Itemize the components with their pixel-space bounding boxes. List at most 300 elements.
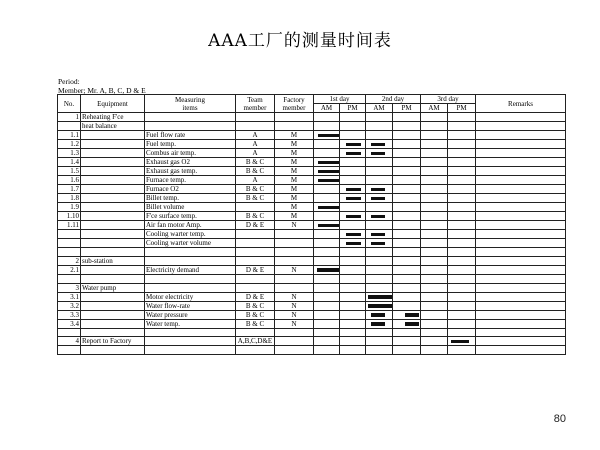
row-slot	[421, 113, 448, 122]
row-slot	[421, 346, 448, 355]
row-team: B & C	[236, 212, 275, 221]
row-team	[236, 203, 275, 212]
page-title: AAA工厂的测量时间表	[208, 31, 392, 51]
header-equipment: Equipment	[81, 95, 145, 113]
row-slot	[340, 167, 366, 176]
row-remarks	[476, 212, 566, 221]
schedule-bar	[405, 322, 419, 326]
row-item: Furnace temp.	[145, 176, 236, 185]
row-slot	[448, 301, 476, 310]
row-no	[58, 122, 81, 131]
row-equipment	[81, 131, 145, 140]
header-team: Team	[247, 95, 263, 104]
row-slot	[340, 158, 366, 167]
row-team: B & C	[236, 319, 275, 328]
header-measuring: Measuring	[175, 95, 205, 104]
row-slot	[393, 167, 421, 176]
row-slot	[448, 256, 476, 265]
row-slot	[314, 203, 340, 212]
row-team	[236, 230, 275, 239]
row-remarks	[476, 292, 566, 301]
row-equipment: Water pump	[81, 283, 145, 292]
row-team: A	[236, 176, 275, 185]
row-remarks	[476, 239, 566, 248]
header-day1-am: AM	[314, 104, 340, 113]
row-slot	[314, 131, 340, 140]
schedule-bar	[371, 313, 385, 317]
row-team: A,B,C,D&E	[236, 337, 275, 346]
row-no: 3.3	[58, 310, 81, 319]
table-row	[58, 131, 566, 140]
row-no: 3	[58, 283, 81, 292]
row-item: Fuel temp.	[145, 140, 236, 149]
row-factory: N	[275, 301, 314, 310]
row-no: 4	[58, 337, 81, 346]
row-slot	[366, 194, 393, 203]
row-item	[145, 248, 236, 257]
table-row	[58, 319, 566, 328]
row-slot	[393, 283, 421, 292]
row-remarks	[476, 131, 566, 140]
header-factory-member-label: member	[282, 103, 306, 112]
schedule-bar	[346, 233, 361, 237]
row-slot	[421, 239, 448, 248]
row-factory	[275, 113, 314, 122]
row-slot	[448, 158, 476, 167]
row-no: 3.4	[58, 319, 81, 328]
row-slot	[393, 113, 421, 122]
row-slot	[421, 122, 448, 131]
row-slot	[393, 256, 421, 265]
row-slot	[393, 122, 421, 131]
row-remarks	[476, 203, 566, 212]
row-slot	[448, 283, 476, 292]
row-item: Water pressure	[145, 310, 236, 319]
row-slot	[340, 113, 366, 122]
schedule-bar	[346, 242, 361, 246]
table-row	[58, 265, 566, 274]
row-slot	[314, 337, 340, 346]
row-slot	[340, 131, 366, 140]
row-factory: M	[275, 149, 314, 158]
table-row	[58, 301, 566, 310]
row-factory: N	[275, 319, 314, 328]
row-remarks	[476, 328, 566, 337]
header-day1: 1st day	[314, 95, 366, 104]
table-row	[58, 310, 566, 319]
row-slot	[421, 194, 448, 203]
header-day2: 2nd day	[366, 95, 421, 104]
row-slot	[393, 328, 421, 337]
row-team: B & C	[236, 158, 275, 167]
row-team	[236, 239, 275, 248]
row-remarks	[476, 301, 566, 310]
row-no: 1.6	[58, 176, 81, 185]
row-factory	[275, 122, 314, 131]
row-slot	[393, 176, 421, 185]
row-equipment	[81, 239, 145, 248]
row-slot	[314, 301, 340, 310]
row-slot	[421, 131, 448, 140]
row-slot	[366, 265, 393, 274]
row-remarks	[476, 346, 566, 355]
schedule-bar	[346, 188, 361, 192]
row-remarks	[476, 122, 566, 131]
row-slot	[393, 239, 421, 248]
row-slot	[314, 328, 340, 337]
row-slot	[366, 149, 393, 158]
row-slot	[366, 239, 393, 248]
header-items: items	[182, 103, 198, 112]
row-team	[236, 122, 275, 131]
row-slot	[366, 167, 393, 176]
row-slot	[448, 131, 476, 140]
table-row	[58, 167, 566, 176]
row-no: 1.11	[58, 221, 81, 230]
row-equipment	[81, 176, 145, 185]
row-item: Exhaust gas temp.	[145, 167, 236, 176]
row-slot	[421, 265, 448, 274]
row-equipment: Reheating F'ce	[81, 113, 145, 122]
row-slot	[314, 230, 340, 239]
row-slot	[421, 230, 448, 239]
row-equipment	[81, 346, 145, 355]
row-slot	[393, 185, 421, 194]
row-factory: M	[275, 185, 314, 194]
row-item: Motor electricity	[145, 292, 236, 301]
row-factory	[275, 346, 314, 355]
row-remarks	[476, 283, 566, 292]
row-item: Water flow-rate	[145, 301, 236, 310]
row-remarks	[476, 176, 566, 185]
row-slot	[314, 194, 340, 203]
row-slot	[421, 337, 448, 346]
row-slot	[314, 221, 340, 230]
row-slot	[314, 265, 340, 274]
row-slot	[448, 167, 476, 176]
row-slot	[421, 274, 448, 283]
row-slot	[314, 140, 340, 149]
schedule-bar	[318, 224, 340, 228]
row-slot	[448, 140, 476, 149]
row-item	[145, 283, 236, 292]
row-slot	[448, 292, 476, 301]
schedule-bar	[317, 268, 340, 272]
row-slot	[340, 265, 366, 274]
row-item: Air fan motor Amp.	[145, 221, 236, 230]
row-slot	[314, 248, 340, 257]
header-day1-pm: PM	[340, 104, 366, 113]
row-slot	[340, 203, 366, 212]
table-row	[58, 346, 566, 355]
row-equipment	[81, 203, 145, 212]
row-slot	[421, 185, 448, 194]
row-slot	[340, 256, 366, 265]
header-no: No.	[58, 95, 81, 113]
row-slot	[340, 239, 366, 248]
row-slot	[366, 185, 393, 194]
row-slot	[366, 283, 393, 292]
schedule-bar	[368, 304, 393, 308]
row-slot	[393, 319, 421, 328]
row-slot	[340, 149, 366, 158]
header-remarks: Remarks	[476, 95, 566, 113]
row-factory: N	[275, 310, 314, 319]
row-slot	[393, 337, 421, 346]
row-team: A	[236, 131, 275, 140]
row-equipment	[81, 274, 145, 283]
row-remarks	[476, 230, 566, 239]
row-team: B & C	[236, 167, 275, 176]
row-slot	[314, 239, 340, 248]
row-slot	[366, 176, 393, 185]
row-slot	[366, 212, 393, 221]
row-slot	[448, 113, 476, 122]
row-no: 1.9	[58, 203, 81, 212]
row-slot	[421, 149, 448, 158]
schedule-bar	[371, 197, 385, 201]
schedule-bar	[346, 197, 361, 201]
table-row	[58, 248, 566, 257]
row-slot	[366, 158, 393, 167]
row-slot	[340, 212, 366, 221]
row-equipment	[81, 230, 145, 239]
row-remarks	[476, 319, 566, 328]
header-day3-pm: PM	[448, 104, 476, 113]
row-remarks	[476, 310, 566, 319]
table-row	[58, 176, 566, 185]
row-slot	[448, 176, 476, 185]
header-factory: Factory	[283, 95, 305, 104]
row-slot	[448, 319, 476, 328]
row-factory: N	[275, 221, 314, 230]
row-slot	[421, 301, 448, 310]
schedule-bar	[346, 152, 361, 156]
row-no: 1.5	[58, 167, 81, 176]
row-no	[58, 239, 81, 248]
row-item: Water temp.	[145, 319, 236, 328]
row-slot	[448, 212, 476, 221]
row-slot	[393, 248, 421, 257]
row-slot	[421, 328, 448, 337]
header-factory-member	[275, 95, 314, 113]
table-row	[58, 140, 566, 149]
row-slot	[340, 274, 366, 283]
row-item	[145, 328, 236, 337]
row-no: 3.2	[58, 301, 81, 310]
row-no: 3.1	[58, 292, 81, 301]
row-slot	[366, 310, 393, 319]
row-slot	[448, 328, 476, 337]
row-slot	[448, 203, 476, 212]
row-no	[58, 230, 81, 239]
row-team: B & C	[236, 310, 275, 319]
row-slot	[314, 185, 340, 194]
row-slot	[366, 328, 393, 337]
row-item: F'ce surface temp.	[145, 212, 236, 221]
row-item	[145, 346, 236, 355]
table-row	[58, 239, 566, 248]
row-slot	[393, 346, 421, 355]
row-equipment: sub-station	[81, 256, 145, 265]
row-item: Fuel flow rate	[145, 131, 236, 140]
row-slot	[421, 319, 448, 328]
row-slot	[314, 167, 340, 176]
row-slot	[366, 346, 393, 355]
row-equipment: Report to Factory	[81, 337, 145, 346]
schedule-bar	[451, 340, 469, 344]
schedule-bar	[318, 170, 340, 174]
row-slot	[366, 230, 393, 239]
row-team: A	[236, 149, 275, 158]
row-slot	[340, 185, 366, 194]
row-slot	[448, 248, 476, 257]
row-slot	[314, 346, 340, 355]
table-row	[58, 158, 566, 167]
row-slot	[393, 131, 421, 140]
row-slot	[314, 319, 340, 328]
header-row-1	[58, 95, 566, 104]
period-label: Period:	[58, 77, 80, 86]
row-no: 1.7	[58, 185, 81, 194]
row-slot	[340, 328, 366, 337]
member-label: Member; Mr. A, B, C, D & E	[58, 86, 146, 95]
table-row	[58, 328, 566, 337]
row-remarks	[476, 158, 566, 167]
row-slot	[366, 274, 393, 283]
row-remarks	[476, 256, 566, 265]
row-factory	[275, 256, 314, 265]
row-slot	[448, 122, 476, 131]
row-slot	[448, 337, 476, 346]
row-remarks	[476, 337, 566, 346]
row-equipment	[81, 140, 145, 149]
row-slot	[393, 140, 421, 149]
row-slot	[314, 256, 340, 265]
row-team: B & C	[236, 194, 275, 203]
row-remarks	[476, 221, 566, 230]
row-factory: M	[275, 158, 314, 167]
table-row	[58, 212, 566, 221]
row-slot	[314, 283, 340, 292]
row-item: Cooling warter volume	[145, 239, 236, 248]
schedule-bar	[371, 322, 385, 326]
row-remarks	[476, 149, 566, 158]
schedule-bar	[371, 188, 385, 192]
row-slot	[366, 131, 393, 140]
row-no: 1.1	[58, 131, 81, 140]
row-factory: M	[275, 203, 314, 212]
row-slot	[393, 212, 421, 221]
row-slot	[421, 248, 448, 257]
row-factory	[275, 283, 314, 292]
row-slot	[421, 140, 448, 149]
table-row	[58, 283, 566, 292]
row-slot	[393, 230, 421, 239]
header-day2-am: AM	[366, 104, 393, 113]
row-slot	[314, 158, 340, 167]
row-slot	[366, 319, 393, 328]
row-item: Combus air temp.	[145, 149, 236, 158]
row-slot	[421, 158, 448, 167]
row-no: 2	[58, 256, 81, 265]
row-no: 1.10	[58, 212, 81, 221]
row-slot	[393, 265, 421, 274]
row-factory	[275, 274, 314, 283]
header-day3-am: AM	[421, 104, 448, 113]
row-slot	[448, 239, 476, 248]
schedule-bar	[318, 206, 340, 210]
row-factory: M	[275, 194, 314, 203]
row-equipment	[81, 212, 145, 221]
row-slot	[421, 310, 448, 319]
row-team	[236, 283, 275, 292]
row-slot	[393, 301, 421, 310]
row-slot	[314, 274, 340, 283]
row-slot	[340, 140, 366, 149]
row-slot	[421, 167, 448, 176]
row-team	[236, 274, 275, 283]
row-slot	[366, 203, 393, 212]
row-slot	[448, 265, 476, 274]
row-slot	[340, 176, 366, 185]
row-item	[145, 122, 236, 131]
table-row	[58, 194, 566, 203]
row-equipment	[81, 310, 145, 319]
row-slot	[448, 274, 476, 283]
row-slot	[314, 113, 340, 122]
row-no: 2.1	[58, 265, 81, 274]
schedule-bar	[405, 313, 419, 317]
row-slot	[340, 346, 366, 355]
table-row	[58, 185, 566, 194]
row-no	[58, 274, 81, 283]
row-team: A	[236, 140, 275, 149]
row-equipment	[81, 149, 145, 158]
row-slot	[393, 292, 421, 301]
table-row	[58, 203, 566, 212]
row-team: D & E	[236, 221, 275, 230]
schedule-bar	[318, 161, 340, 165]
table-row	[58, 337, 566, 346]
row-slot	[314, 310, 340, 319]
row-item: Billet temp.	[145, 194, 236, 203]
row-slot	[340, 230, 366, 239]
row-slot	[314, 149, 340, 158]
row-slot	[340, 283, 366, 292]
row-factory: N	[275, 265, 314, 274]
row-remarks	[476, 274, 566, 283]
schedule-bar	[318, 134, 340, 138]
row-item	[145, 337, 236, 346]
row-remarks	[476, 265, 566, 274]
row-no	[58, 328, 81, 337]
row-equipment	[81, 194, 145, 203]
row-team	[236, 328, 275, 337]
row-no: 1.3	[58, 149, 81, 158]
table-row	[58, 113, 566, 122]
row-factory	[275, 239, 314, 248]
row-slot	[366, 140, 393, 149]
row-slot	[340, 122, 366, 131]
row-team: D & E	[236, 292, 275, 301]
row-slot	[340, 248, 366, 257]
row-slot	[366, 292, 393, 301]
row-equipment	[81, 221, 145, 230]
page-number: 80	[553, 413, 566, 425]
schedule-bar	[371, 242, 385, 246]
row-slot	[366, 337, 393, 346]
